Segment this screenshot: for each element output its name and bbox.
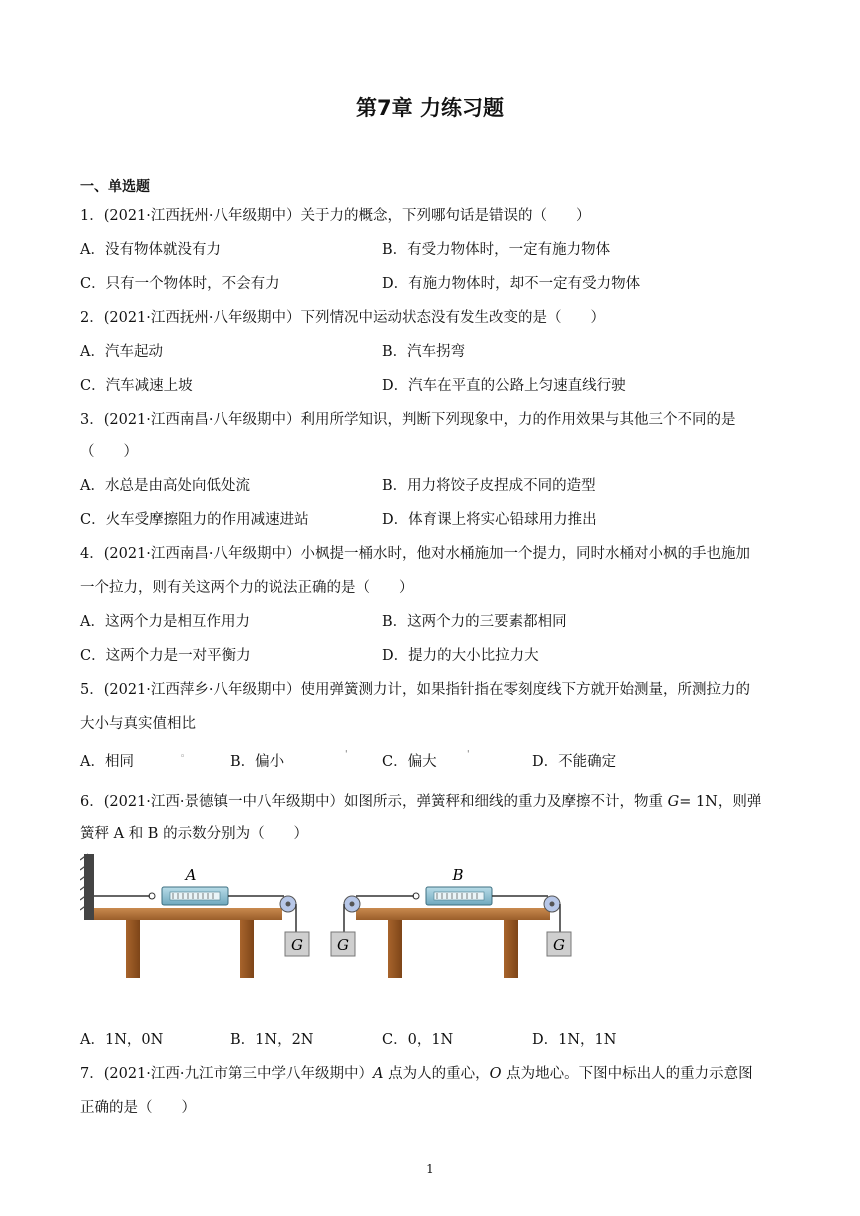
weight-label-b-right: G xyxy=(553,936,565,954)
q2-option-b: B．汽车拐弯 xyxy=(382,344,466,360)
q3-option-d: D．体育课上将实心铅球用力推出 xyxy=(382,512,597,528)
question-5-stem: 5．(2021·江西萍乡·八年级期中）使用弹簧测力计，如果指针指在零刻度线下方就开始测量，所测拉力的 xyxy=(80,682,750,698)
q1-option-a: A．没有物体就没有力 xyxy=(80,242,221,258)
q7-stem-text-2: 点为人的重心， xyxy=(383,1066,490,1082)
q5-option-c: C．偏大 xyxy=(382,754,437,770)
q6-stem-text-end: = 1N，则弹 xyxy=(679,794,762,810)
scale-label-a: A xyxy=(185,866,197,884)
table-leg-b1 xyxy=(388,920,402,978)
section-heading: 一、单选题 xyxy=(80,179,150,195)
wall xyxy=(84,854,94,920)
q5-mark-comma: ' xyxy=(345,750,348,760)
q6-stem-var: G xyxy=(667,794,680,810)
q5-option-b: B．偏小 xyxy=(230,754,285,770)
q1-option-b: B．有受力物体时，一定有施力物体 xyxy=(382,242,611,258)
q7-var-a: A xyxy=(373,1066,384,1082)
q6-stem-text: 6．(2021·江西·景德镇一中八年级期中）如图所示，弹簧秤和细线的重力及摩擦不计，物重 xyxy=(80,794,668,810)
q4-option-a: A．这两个力是相互作用力 xyxy=(80,614,250,630)
q6-option-b: B．1N，2N xyxy=(230,1032,314,1048)
q5-option-d: D．不能确定 xyxy=(532,754,617,770)
question-3-stem: 3．(2021·江西南昌·八年级期中）利用所学知识，判断下列现象中，力的作用效果与其他三个不同的是 xyxy=(80,412,736,428)
q5-option-a: A．相同 xyxy=(80,754,134,770)
q3-option-c: C．火车受摩擦阻力的作用减速进站 xyxy=(80,512,309,528)
question-2-stem: 2．(2021·江西抚州·八年级期中）下列情况中运动状态没有发生改变的是（ ） xyxy=(80,310,605,326)
question-7-stem-cont: 正确的是（ ） xyxy=(80,1100,196,1116)
q3-option-a: A．水总是由高处向低处流 xyxy=(80,478,250,494)
q4-option-c: C．这两个力是一对平衡力 xyxy=(80,648,251,664)
table-leg-a1 xyxy=(126,920,140,978)
weight-label-b-left: G xyxy=(337,936,349,954)
question-4-stem-cont: 一个拉力，则有关这两个力的说法正确的是（ ） xyxy=(80,580,414,596)
q6-option-c: C．0，1N xyxy=(382,1032,454,1048)
q6-option-a: A．1N，0N xyxy=(80,1032,164,1048)
q4-option-d: D．提力的大小比拉力大 xyxy=(382,648,539,664)
q1-option-c: C．只有一个物体时，不会有力 xyxy=(80,276,280,292)
question-1-stem: 1．(2021·江西抚州·八年级期中）关于力的概念，下列哪句话是错误的（ ） xyxy=(80,208,591,224)
q5-mark-comma-2: ' xyxy=(467,750,470,760)
table-top-a xyxy=(94,908,282,920)
table-leg-b2 xyxy=(504,920,518,978)
q7-stem-text-3: 点为地心。下图中标出人的重力示意图 xyxy=(501,1066,753,1082)
q1-option-d: D．有施力物体时，却不一定有受力物体 xyxy=(382,276,641,292)
q3-option-b: B．用力将饺子皮捏成不同的造型 xyxy=(382,478,596,494)
question-6-stem xyxy=(80,790,761,811)
question-4-stem: 4．(2021·江西南昌·八年级期中）小枫提一桶水时，他对水桶施加一个提力，同时水桶对小枫的手也施加 xyxy=(80,546,750,562)
q2-option-a: A．汽车起动 xyxy=(80,344,163,360)
scale-label-b: B xyxy=(452,866,464,884)
table-top-b xyxy=(356,908,550,920)
question-6-stem-cont: 簧秤 A 和 B 的示数分别为（ ） xyxy=(80,826,309,842)
apparatus-b xyxy=(331,866,571,978)
question-7-stem xyxy=(80,1062,753,1083)
page-number: 1 xyxy=(426,1162,434,1176)
question-3-stem-cont: （ ） xyxy=(80,444,138,460)
apparatus-a xyxy=(80,854,309,978)
q7-stem-text: 7．(2021·江西·九江市第三中学八年级期中） xyxy=(80,1066,374,1082)
page-title: 第7章 力练习题 xyxy=(356,96,504,120)
q7-var-o: O xyxy=(489,1066,502,1082)
question-5-stem-cont: 大小与真实值相比 xyxy=(80,716,196,732)
table-leg-a2 xyxy=(240,920,254,978)
q2-option-d: D．汽车在平直的公路上匀速直线行驶 xyxy=(382,378,626,394)
spring-scale-figure xyxy=(80,850,620,990)
q6-option-d: D．1N，1N xyxy=(532,1032,617,1048)
q2-option-c: C．汽车减速上坡 xyxy=(80,378,193,394)
q5-mark-dot: ◦ xyxy=(180,752,186,762)
q4-option-b: B．这两个力的三要素都相同 xyxy=(382,614,567,630)
weight-label-a: G xyxy=(291,936,303,954)
